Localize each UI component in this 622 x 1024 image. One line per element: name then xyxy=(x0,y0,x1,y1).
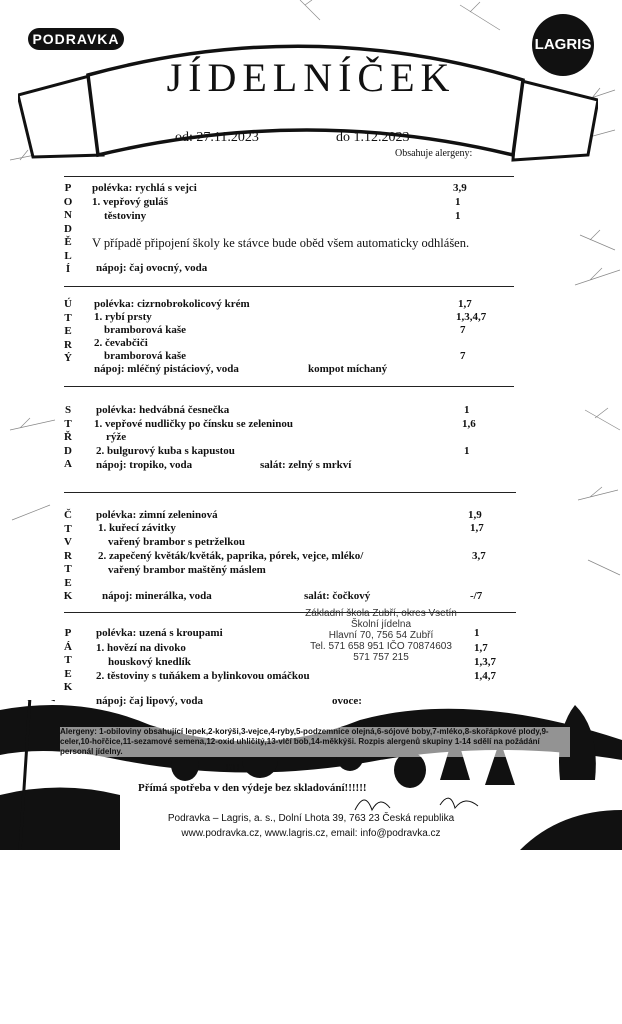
allergen-codes: 7 xyxy=(460,350,466,362)
company-web: www.podravka.cz, www.lagris.cz, email: info@podravka.cz xyxy=(181,828,441,839)
page-title: JÍDELNÍČEK xyxy=(166,55,456,100)
menu-item: 2. těstoviny s tuňákem a bylinkovou omáčkou xyxy=(96,670,310,682)
allergen-codes: 1,7 xyxy=(470,522,484,534)
salad: salát: čočkový xyxy=(304,590,371,602)
allergen-codes: 1,3,4,7 xyxy=(456,311,487,323)
menu-item: 1. vepřový guláš xyxy=(92,196,169,208)
drink: nápoj: čaj lipový, voda xyxy=(96,695,203,707)
fruit: ovoce: xyxy=(332,695,362,707)
drink: nápoj: minerálka, voda xyxy=(102,590,212,602)
allergen-codes: 3,7 xyxy=(472,550,486,562)
menu-item: 1. kuřecí závitky xyxy=(98,522,176,534)
salad: salát: zelný s mrkví xyxy=(260,459,352,471)
allergen-codes: 1,4,7 xyxy=(474,670,496,682)
menu-item: vařený brambor maštěný máslem xyxy=(108,564,266,576)
menu-item: 1. vepřové nudličky po čínsku se zeleninou xyxy=(94,418,293,430)
menu-item: polévka: rychlá s vejci xyxy=(92,182,197,194)
allergen-codes: 1 xyxy=(464,445,470,457)
divider xyxy=(64,176,514,177)
dessert: kompot míchaný xyxy=(308,363,388,375)
menu-item: rýže xyxy=(106,431,127,443)
menu-item: houskový knedlík xyxy=(108,656,191,668)
day-label-wednesday: S T Ř D A xyxy=(64,404,72,470)
drink: nápoj: mléčný pistáciový, voda xyxy=(94,363,239,375)
company-address: Podravka – Lagris, a. s., Dolní Lhota 39, 763 23 Česká republika xyxy=(167,813,455,824)
allergen-codes: 7 xyxy=(460,324,466,336)
date-from: od: 27.11.2023 xyxy=(175,130,259,145)
allergen-codes: 1 xyxy=(474,627,480,639)
podravka-logo: PODRAVKA xyxy=(28,28,124,50)
allergen-codes: 1 xyxy=(464,404,470,416)
menu-item: polévka: cizrnobrokolicový krém xyxy=(94,298,250,310)
menu-item: těstoviny xyxy=(104,210,147,222)
allergen-column-header: Obsahuje alergeny: xyxy=(395,148,473,159)
school-stamp: Základní škola Zubří, okres Vsetín Školní jídelna Hlavní 70, 756 54 Zubří Tel. 571 658 951 IČO 70874603 571 757 215 xyxy=(305,608,457,663)
menu-item: bramborová kaše xyxy=(104,350,186,362)
allergen-codes: 1,3,7 xyxy=(474,656,496,668)
divider xyxy=(64,386,514,387)
day-label-thursday: Č T V R T E K xyxy=(63,509,73,602)
drink: nápoj: čaj ovocný, voda xyxy=(96,262,208,274)
allergen-codes: 1 xyxy=(455,210,461,222)
menu-item: 2. čevabčiči xyxy=(94,337,148,349)
menu-item: 1. hovězí na divoko xyxy=(96,642,186,654)
day-label-monday: P O N D Ě L Í xyxy=(63,182,73,275)
allergen-codes: 1 xyxy=(455,196,461,208)
menu-item: vařený brambor s petrželkou xyxy=(108,536,245,548)
allergen-codes: 1,6 xyxy=(462,418,476,430)
menu-item: 1. rybí prsty xyxy=(94,311,152,323)
lagris-logo: LAGRIS xyxy=(532,14,594,76)
day-label-tuesday: Ú T E R Ý xyxy=(64,298,72,364)
menu-item: bramborová kaše xyxy=(104,324,186,336)
menu-item: polévka: zimní zeleninová xyxy=(96,509,218,521)
allergen-codes: 3,9 xyxy=(453,182,467,194)
menu-item: polévka: hedvábná česnečka xyxy=(96,404,230,416)
divider xyxy=(64,286,514,287)
strike-notice: V případě připojení školy ke stávce bude oběd všem automaticky odhlášen. xyxy=(92,236,470,250)
allergen-codes: 1,9 xyxy=(468,509,482,521)
allergen-codes: 1,7 xyxy=(458,298,472,310)
enjoy-text: !!!! xyxy=(225,762,240,774)
menu-item: 2. bulgurový kuba s kapustou xyxy=(96,445,235,457)
divider xyxy=(64,492,516,493)
menu-item: 2. zapečený květák/květák, paprika, pórek, vejce, mléko/ xyxy=(98,550,364,562)
consumption-note: Přímá spotřeba v den výdeje bez skladování!!!!!! xyxy=(138,782,367,794)
drink: nápoj: tropiko, voda xyxy=(96,459,193,471)
allergen-codes: -/7 xyxy=(470,590,483,602)
date-to: do 1.12.2023 xyxy=(336,130,410,145)
day-label-friday: P Á T E K xyxy=(63,627,73,693)
menu-item: polévka: uzená s kroupami xyxy=(96,627,223,639)
allergen-codes: 1,7 xyxy=(474,642,488,654)
allergen-legend: Alergeny: 1-obiloviny obsahující lepek,2-korýši,3-vejce,4-ryby,5-podzemnice olejná,6-sójové boby,7-mléko,8-skořápkové plody,9-celer,10-hořčice,11-sezamové semena,12-oxid uhličitý,13-vlčí bob,14-měkkýši. Rozpis alergenů skupiny 1-14 sdělí na požádání personál jídelny. xyxy=(60,727,570,757)
